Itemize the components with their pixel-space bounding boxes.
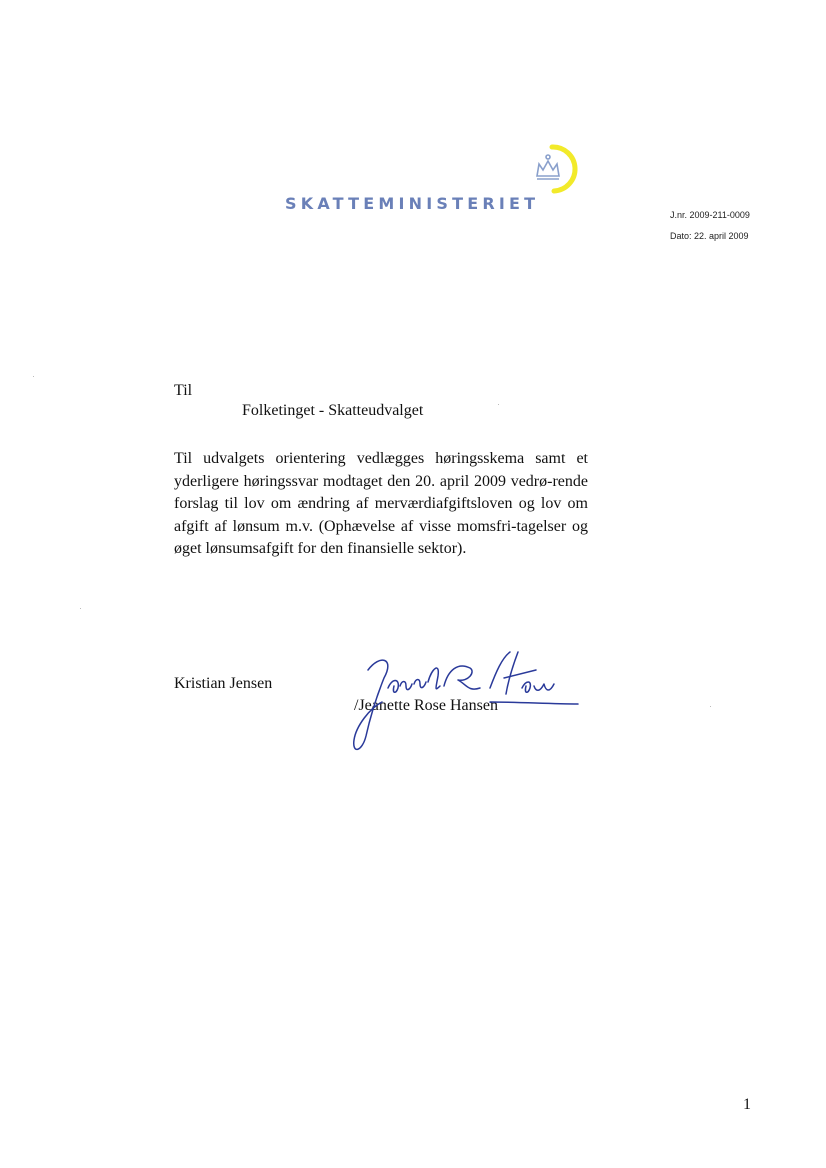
scan-speck xyxy=(710,706,711,707)
logo-wordmark: SKATTEMINISTERIET xyxy=(285,194,540,213)
handwritten-signature xyxy=(340,648,590,758)
page-number: 1 xyxy=(743,1096,751,1113)
recipient: Folketinget - Skatteudvalget xyxy=(242,402,424,419)
scan-speck xyxy=(498,404,499,405)
scan-speck xyxy=(33,376,34,377)
sender-official: /Jeanette Rose Hansen xyxy=(354,697,498,714)
sender-minister: Kristian Jensen xyxy=(174,675,273,692)
body-paragraph: Til udvalgets orientering vedlægges høringsskema samt et yderligere høringssvar modtaget den 20. april 2009 vedrø-rende forslag til lov om ændring af merværdiafgiftsloven og lov om afgift af lønsum m.v. (Ophævelse af visse momsfri-tagelser og øget lønsumsafgift for den finansielle sektor). xyxy=(174,450,588,558)
salutation: Til xyxy=(174,382,193,399)
journal-number: J.nr. 2009-211-0009 xyxy=(670,210,750,220)
letter-date: Dato: 22. april 2009 xyxy=(670,231,749,241)
scan-speck xyxy=(80,608,81,609)
crown-logo-icon xyxy=(528,143,578,195)
